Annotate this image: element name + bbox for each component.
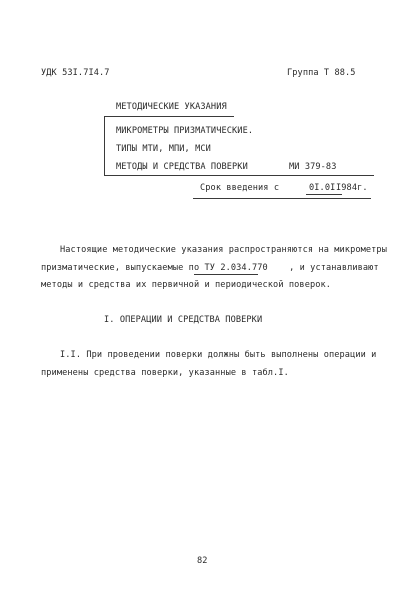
paragraph-line-2 — [41, 263, 379, 274]
item-line-2: применены средства поверки, указанные в табл.I. — [41, 368, 289, 378]
introduction-year-underline — [336, 194, 342, 195]
udk-code: УДК 53I.7I4.7 — [41, 68, 110, 78]
item-line-1: I.I. При проведении поверки должны быть выполнены операции и — [60, 350, 377, 360]
group-code: Группа Т 88.5 — [287, 68, 356, 78]
title-line-2: ТИПЫ МТИ, МПИ, МСИ — [116, 144, 211, 154]
paragraph-line-2-start: призматические, выпускаемые по ТУ — [41, 263, 216, 273]
title-block-bottom-rule — [104, 175, 374, 176]
title-line-1: МИКРОМЕТРЫ ПРИЗМАТИЧЕСКИЕ. — [116, 126, 254, 136]
introduction-date: 0I.0I — [309, 183, 336, 193]
paragraph-line-3: методы и средства их первичной и периодической поверок. — [41, 280, 332, 290]
tu-number: 2.034.770 — [220, 263, 268, 273]
tu-number-underline — [194, 274, 258, 275]
title-underline — [104, 116, 234, 117]
paragraph-line-1: Настоящие методические указания распространяются на микрометры — [60, 245, 387, 255]
title-line-3: МЕТОДЫ И СРЕДСТВА ПОВЕРКИ — [116, 162, 248, 172]
introduction-rule — [193, 198, 371, 199]
paragraph-line-2-end: , и устанавливают — [289, 263, 379, 273]
introduction-label: Срок введения с — [200, 183, 280, 193]
document-type-heading: МЕТОДИЧЕСКИЕ УКАЗАНИЯ — [116, 102, 227, 112]
introduction-year: I984г. — [336, 183, 368, 193]
page-number: 82 — [197, 556, 208, 566]
title-block-left-rule — [104, 116, 105, 176]
document-number: МИ 379-83 — [289, 162, 337, 172]
introduction-date-underline — [306, 194, 336, 195]
section-heading: I. ОПЕРАЦИИ И СРЕДСТВА ПОВЕРКИ — [104, 315, 263, 325]
